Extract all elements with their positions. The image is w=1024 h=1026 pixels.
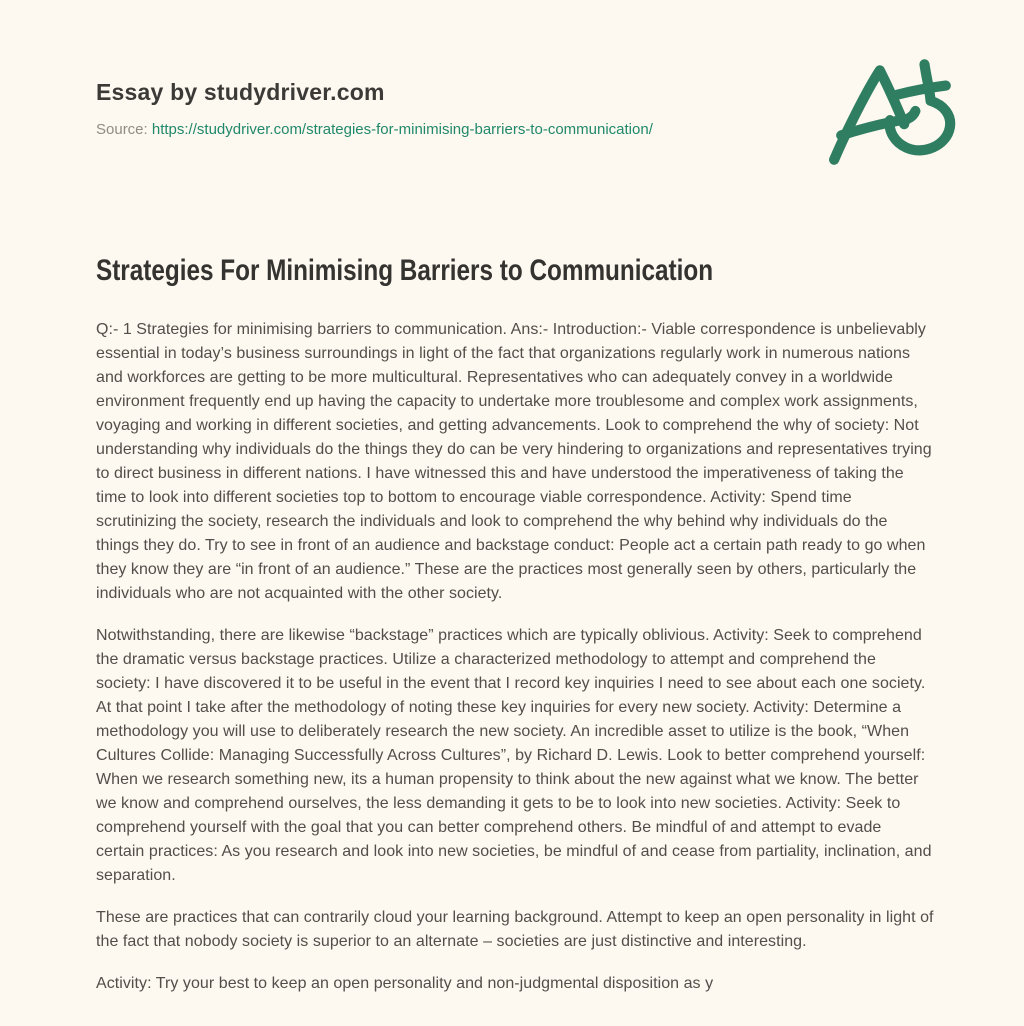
article-body	[96, 318, 934, 996]
a-plus-logo-icon	[826, 56, 958, 168]
essay-paragraph: Activity: Try your best to keep an open personality and non-judgmental disposition as y	[96, 975, 714, 992]
essay-paragraph: Q:- 1 Strategies for minimising barriers to communication. Ans:- Introduction:- Viable correspondence is unbelievably essential in today’s business surroundings in light of the fact that organizations regularly work in numerous nations and workforces are getting to be more multicultural. Representatives who can adequately convey in a worldwide environment frequently end up having the capacity to undertake more troublesome and complex work assignments, voyaging and working in different societies, and getting advancements. Look to comprehend the why of society: Not understanding why individuals do the things they do can be very hindering to organizations and representatives trying to direct business in different nations. I have witnessed this and have understood the imperativeness of taking the time to look into different societies top to bottom to encourage viable correspondence. Activity: Spend time scrutinizing the society, research the individuals and look to comprehend the why behind why individuals do the things they do. Try to see in front of an audience and backstage conduct: People act a certain path ready to go when they know they are “in front of an audience.” These are the practices most generally seen by others, particularly the individuals who are not acquainted with the other society.	[96, 321, 932, 602]
essay-paragraph: These are practices that can contrarily cloud your learning background. Attempt to keep an open personality in light of the fact that nobody society is superior to an alternate – societies are just distinctive and interesting.	[96, 909, 934, 950]
source-url-link[interactable]: https://studydriver.com/strategies-for-minimising-barriers-to-communication/	[151, 121, 653, 138]
site-title: Essay by studydriver.com	[96, 79, 385, 105]
source-label: Source:	[96, 121, 148, 138]
source-line	[96, 120, 931, 140]
essay-paragraph: Notwithstanding, there are likewise “backstage” practices which are typically oblivious. Activity: Seek to comprehend the dramatic versus backstage practices. Utilize a characterized methodology to attempt and comprehend the society: I have discovered it to be useful in the event that I record key inquiries I need to see about each one society. At that point I take after the methodology of noting these key inquiries for every new society. Activity: Determine a methodology you will use to deliberately research the new society. An incredible asset to utilize is the book, “When Cultures Collide: Managing Successfully Across Cultures”, by Richard D. Lewis. Look to better comprehend yourself: When we research something new, its a human propensity to think about the new against what we know. The better we know and comprehend ourselves, the less demanding it gets to be to look into new societies. Activity: Seek to comprehend yourself with the goal that you can better comprehend others. Be mindful of and attempt to evade certain practices: As you research and look into new societies, be mindful of and cease from partiality, inclination, and separation.	[96, 627, 932, 884]
article-title: Strategies For Minimising Barriers to Communication	[96, 254, 714, 287]
page-header	[96, 78, 931, 140]
